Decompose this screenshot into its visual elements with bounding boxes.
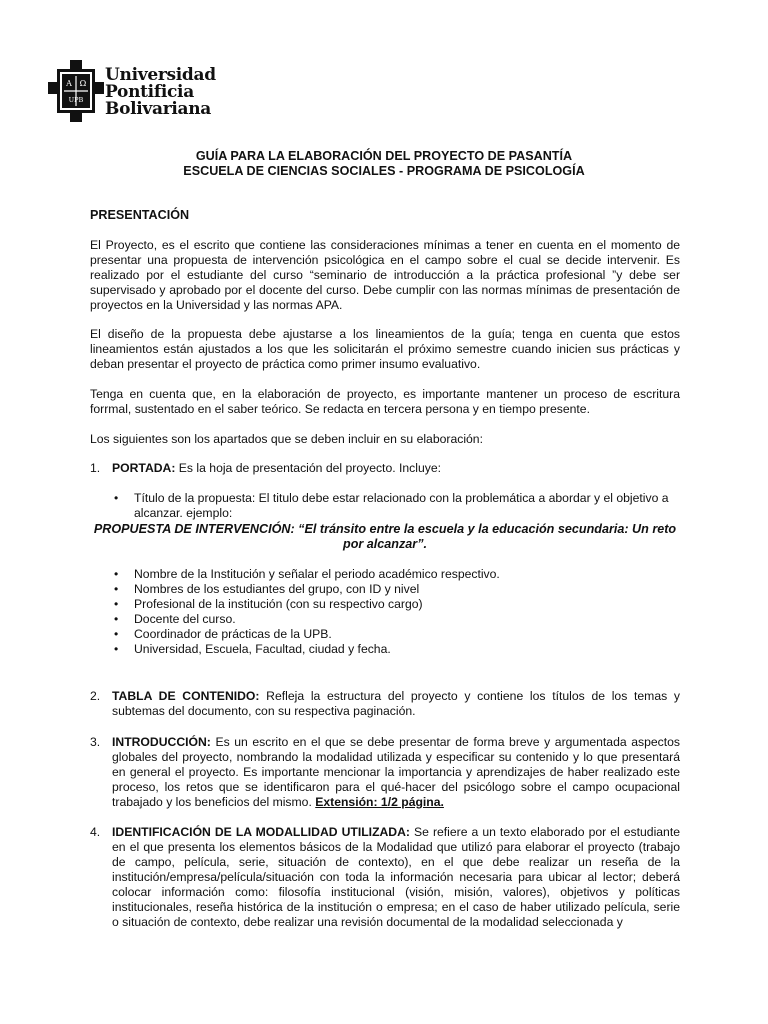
extension-note: Extensión: 1/2 página. bbox=[315, 795, 444, 809]
logo-line-2: Pontificia bbox=[105, 82, 194, 102]
example-text: “El tránsito entre la escuela y la educación secundaria: Un reto por alcanzar”. bbox=[294, 522, 677, 551]
item-number: 2. bbox=[90, 689, 101, 703]
item-text: Es un escrito en el que se debe presentar de forma breve y argumentada aspectos globales del proyecto, nombrando la modalidad utilizada y especificar su contenido y lo que presentará en general el proyecto. Es importante mencionar la importancia y aprendizajes de haber realizado este proceso, los retos que se identificaron para el qué-hacer del psicólogo sobre el campo ocupacional trabajado y los beneficios del mismo. bbox=[112, 735, 680, 809]
item-text: Refleja la estructura del proyecto y contiene los títulos de los temas y subtemas del documento, con su respectiva paginación. bbox=[112, 689, 680, 718]
section-heading: PRESENTACIÓN bbox=[90, 208, 190, 222]
bullet-item: • Nombre de la Institución y señalar el periodo académico respectivo. bbox=[112, 567, 680, 582]
bullet-item: • Nombres de los estudiantes del grupo, con ID y nivel bbox=[112, 582, 680, 597]
example-label: PROPUESTA DE INTERVENCIÓN: bbox=[93, 522, 295, 536]
paragraph: El diseño de la propuesta debe ajustarse a los lineamientos de la guía; tenga en cuenta que estos lineamientos están ajustados a los que les solicitarán el próximo semestre cuando inicien sus prácticas y deban presentar el proyecto de práctica como primer insumo evaluativo. bbox=[90, 327, 680, 371]
item-label: INTRODUCCIÓN: bbox=[112, 735, 211, 749]
item-text: Es la hoja de presentación del proyecto. Incluye: bbox=[175, 461, 441, 475]
list-item bbox=[112, 689, 680, 719]
bullet-item: • Coordinador de prácticas de la UPB. bbox=[112, 627, 680, 642]
paragraph: El Proyecto, es el escrito que contiene las consideraciones mínimas a tener en cuenta en el momento de presentar una propuesta de intervención psicológica en el campo sobre el cual se decide intervenir. Es realizado por el estudiante del curso “seminario de introducción a la práctica profesional ”y debe ser supervisado y aprobado por el docente del curso. Debe cumplir con las normas mínimas de presentación de proyectos en la Universidad y las normas APA. bbox=[90, 238, 680, 312]
bullet-item: • Universidad, Escuela, Facultad, ciudad y fecha. bbox=[112, 642, 680, 657]
document-subtitle: ESCUELA DE CIENCIAS SOCIALES - PROGRAMA DE PSICOLOGÍA bbox=[183, 164, 585, 178]
list-item bbox=[112, 735, 680, 810]
bullet-item: • Docente del curso. bbox=[112, 612, 680, 627]
logo-line-1: Universidad bbox=[105, 65, 216, 85]
bullet-list bbox=[112, 491, 680, 521]
item-label: IDENTIFICACIÓN DE LA MODALLIDAD UTILIZADA: bbox=[112, 825, 410, 839]
item-number: 4. bbox=[90, 825, 101, 839]
item-number: 1. bbox=[90, 461, 101, 475]
svg-text:UPB: UPB bbox=[68, 96, 84, 104]
item-text: Se refiere a un texto elaborado por el estudiante en el que presenta los elementos básicos de la Modalidad que utilizó para elaborar el proyecto (trabajo de campo, película, serie, situación de contexto), en el que debe realizar un reseña de la institución/empresa/película/situación con toda la información necesaria para ubicar al lector; deberá colocar información como: filosofía institucional (visión, misión, valores), objetivos y políticas institucionales, reseña histórica de la institución o empresa; en el caso de haber utilizado película, serie o situación de contexto, debe realizar una revisión documental de la modalidad seleccionada y bbox=[112, 825, 680, 929]
document-title: GUÍA PARA LA ELABORACIÓN DEL PROYECTO DE PASANTÍA bbox=[195, 149, 573, 163]
university-seal-icon bbox=[48, 60, 104, 122]
list-item bbox=[112, 825, 680, 930]
item-label: PORTADA: bbox=[112, 461, 176, 475]
university-name bbox=[105, 67, 216, 118]
bullet-item: • Título de la propuesta: El titulo debe estar relacionado con la problemática a abordar y el objetivo a alcanzar. ejemplo: bbox=[112, 491, 680, 521]
example-title bbox=[90, 522, 680, 552]
bullet-list bbox=[112, 567, 680, 657]
svg-text:A: A bbox=[66, 79, 72, 88]
paragraph: Los siguientes son los apartados que se deben incluir en su elaboración: bbox=[90, 432, 483, 446]
svg-text:Ω: Ω bbox=[79, 79, 87, 88]
logo-line-3: Bolivariana bbox=[105, 99, 212, 119]
list-item bbox=[112, 461, 680, 476]
paragraph: Tenga en cuenta que, en la elaboración de proyecto, es importante mantener un proceso de escritura forrmal, sustentado en el saber teórico. Se redacta en tercera persona y en tiempo presente. bbox=[90, 387, 680, 416]
bullet-item: • Profesional de la institución (con su respectivo cargo) bbox=[112, 597, 680, 612]
item-label: TABLA DE CONTENIDO: bbox=[112, 689, 260, 703]
item-number: 3. bbox=[90, 735, 101, 749]
university-logo bbox=[48, 60, 218, 122]
